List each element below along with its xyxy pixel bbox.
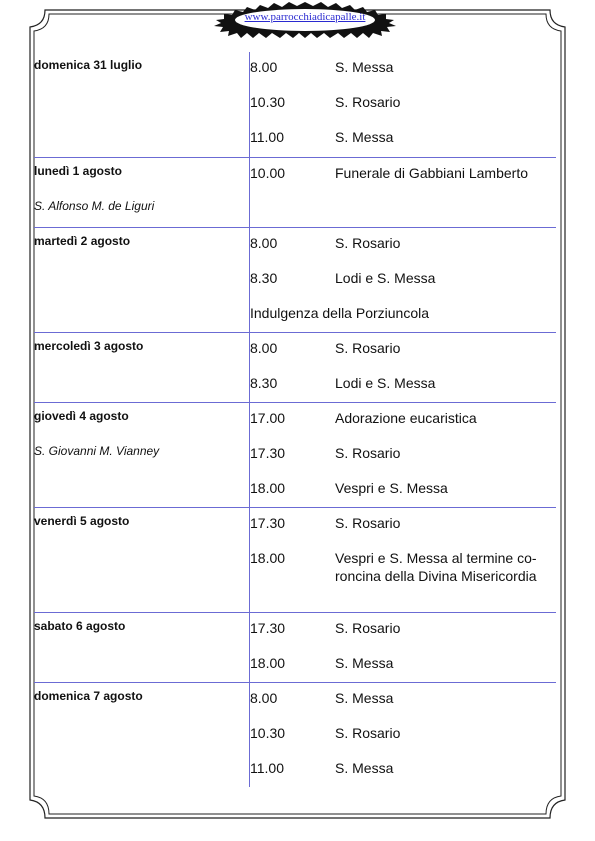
entry-time: 17.30: [250, 515, 286, 531]
schedule-entry: [250, 269, 556, 304]
entry-time: 11.00: [250, 760, 284, 776]
day-row: [34, 52, 556, 158]
entries-list: [250, 234, 556, 339]
entry-description: S. Messa: [335, 655, 394, 671]
schedule-entry: [250, 339, 556, 374]
day-row: [34, 403, 556, 508]
day-name: venerdì 5 agosto: [34, 514, 130, 528]
entry-description: Vespri e S. Messa al termine co-roncina della Divina Misericordia: [335, 550, 537, 584]
entry-description: S. Rosario: [335, 515, 401, 531]
entry-description: S. Rosario: [335, 340, 401, 356]
schedule-entry: [250, 444, 556, 479]
day-row: [34, 508, 556, 613]
entry-time: 10.00: [250, 165, 286, 181]
schedule-entry: [250, 689, 556, 724]
entry-time: 10.30: [250, 725, 286, 741]
entry-description: S. Messa: [335, 690, 394, 706]
entry-description: Funerale di Gabbiani Lamberto: [335, 165, 529, 181]
entry-time: 8.00: [250, 59, 278, 75]
entry-description: Vespri e S. Messa: [335, 480, 448, 496]
day-name: domenica 7 agosto: [34, 689, 143, 703]
entries-list: [250, 409, 556, 514]
saint-name: S. Alfonso M. de Liguri: [34, 199, 155, 213]
entries-list: [250, 164, 556, 199]
entries-list: [250, 514, 556, 584]
day-label: [34, 689, 244, 703]
entry-time: 18.00: [250, 655, 286, 671]
day-row: [34, 158, 556, 228]
day-label: [34, 164, 244, 213]
day-label: [34, 409, 244, 458]
schedule-entry: [250, 409, 556, 444]
website-link[interactable]: www.parrocchiadicapalle.it: [244, 11, 366, 23]
entry-description: Adorazione eucaristica: [335, 410, 477, 426]
day-label: [34, 619, 244, 633]
entry-description: S. Rosario: [335, 620, 401, 636]
saint-name: S. Giovanni M. Vianney: [34, 444, 160, 458]
entry-description: S. Messa: [335, 59, 394, 75]
schedule-entry: [250, 93, 556, 128]
entry-description: S. Messa: [335, 129, 394, 145]
day-name: lunedì 1 agosto: [34, 164, 123, 178]
day-name: domenica 31 luglio: [34, 58, 143, 72]
day-row: [34, 613, 556, 683]
entry-time: 11.00: [250, 129, 284, 145]
entries-list: [250, 689, 556, 794]
entry-time: 8.30: [250, 375, 278, 391]
schedule-entry: [250, 164, 556, 199]
entry-time: 18.00: [250, 480, 286, 496]
day-name: mercoledì 3 agosto: [34, 339, 144, 353]
day-name: sabato 6 agosto: [34, 619, 126, 633]
entry-time: 8.00: [250, 340, 278, 356]
entry-time: 8.30: [250, 270, 278, 286]
schedule-entry: [250, 514, 556, 549]
entry-time: 17.30: [250, 620, 286, 636]
entry-time: 17.00: [250, 410, 286, 426]
entry-time: 10.30: [250, 94, 286, 110]
schedule-entry: [250, 619, 556, 654]
schedule-table: [34, 52, 556, 788]
entry-description: Indulgenza della Porziuncola: [250, 305, 430, 321]
day-name: martedì 2 agosto: [34, 234, 131, 248]
day-label: [34, 234, 244, 248]
day-row: [34, 228, 556, 333]
day-row: [34, 333, 556, 403]
entry-time: 17.30: [250, 445, 286, 461]
schedule-entry: [250, 759, 556, 794]
schedule-entry: [250, 234, 556, 269]
entry-description: S. Messa: [335, 760, 394, 776]
entries-list: [250, 339, 556, 409]
entry-description: S. Rosario: [335, 725, 401, 741]
entry-description: Lodi e S. Messa: [335, 270, 436, 286]
schedule-entry: [250, 549, 556, 584]
entry-time: 8.00: [250, 690, 278, 706]
entries-list: [250, 58, 556, 163]
day-label: [34, 58, 244, 72]
entry-description: S. Rosario: [335, 235, 401, 251]
day-name: giovedì 4 agosto: [34, 409, 129, 423]
entry-time: 8.00: [250, 235, 278, 251]
day-label: [34, 339, 244, 353]
schedule-entry: [250, 724, 556, 759]
entry-time: 18.00: [250, 550, 286, 566]
entry-description: S. Rosario: [335, 94, 401, 110]
entries-list: [250, 619, 556, 689]
entry-description: S. Rosario: [335, 445, 401, 461]
day-label: [34, 514, 244, 528]
schedule-entry: [250, 58, 556, 93]
entry-description: Lodi e S. Messa: [335, 375, 436, 391]
day-row: [34, 683, 556, 788]
